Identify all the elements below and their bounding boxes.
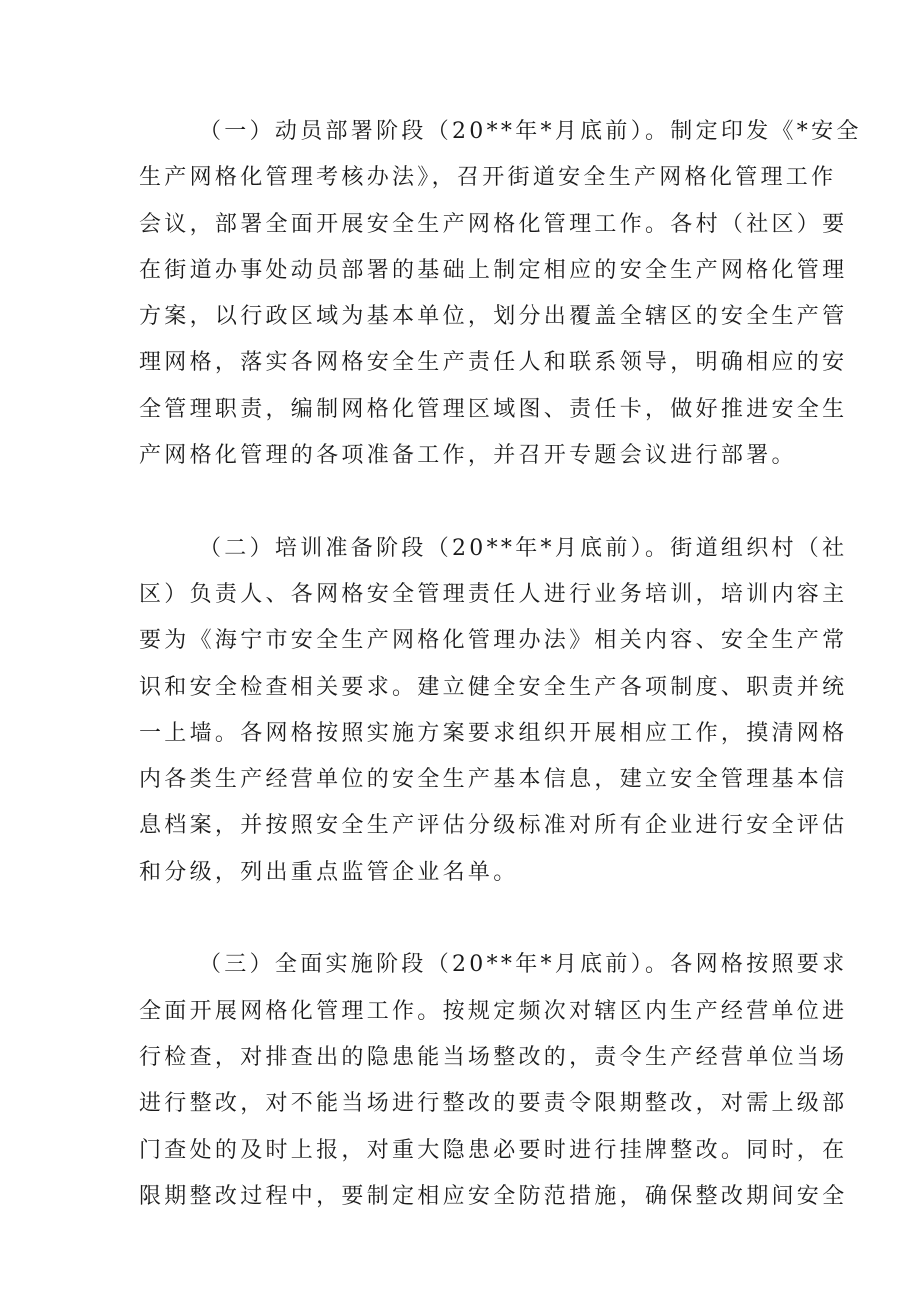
document-body — [139, 109, 862, 1220]
text-line: 息档案，并按照安全生产评估分级标准对所有企业进行安全评估 — [139, 813, 848, 839]
text-line: 产网格化管理的各项准备工作，并召开专题会议进行部署。 — [139, 443, 797, 469]
text-line: 方案，以行政区域为基本单位，划分出覆盖全辖区的安全生产管 — [139, 304, 848, 330]
text-line: 识和安全检查相关要求。建立健全安全生产各项制度、职责并统 — [139, 674, 848, 700]
paragraph-training-stage — [139, 526, 848, 896]
text-line: 内各类生产经营单位的安全生产基本信息，建立安全管理基本信 — [139, 767, 848, 793]
paragraph-implementation-stage — [139, 942, 848, 1220]
text-line: （一）动员部署阶段（20**年*月底前）。制定印发《*安全 — [199, 119, 862, 144]
text-line: （二）培训准备阶段（20**年*月底前）。街道组织村（社 — [199, 535, 848, 561]
text-line: 全面开展网格化管理工作。按规定频次对辖区内生产经营单位进 — [139, 998, 848, 1024]
text-line: 一上墙。各网格按照实施方案要求组织开展相应工作，摸清网格 — [139, 720, 848, 746]
text-line: 在街道办事处动员部署的基础上制定相应的安全生产网格化管理 — [139, 257, 848, 283]
text-line: 会议，部署全面开展安全生产网格化管理工作。各村（社区）要 — [139, 211, 848, 237]
text-line: 进行整改，对不能当场进行整改的要责令限期整改，对需上级部 — [139, 1091, 848, 1117]
text-line: 区）负责人、各网格安全管理责任人进行业务培训，培训内容主 — [139, 581, 848, 607]
text-line: 门查处的及时上报，对重大隐患必要时进行挂牌整改。同时，在 — [139, 1137, 848, 1163]
paragraph-mobilization-stage — [139, 109, 862, 479]
text-line: 限期整改过程中，要制定相应安全防范措施，确保整改期间安全 — [139, 1183, 848, 1209]
text-line: （三）全面实施阶段（20**年*月底前）。各网格按照要求 — [199, 952, 848, 978]
text-line: 和分级，列出重点监管企业名单。 — [139, 859, 519, 885]
text-line: 全管理职责，编制网格化管理区域图、责任卡，做好推进安全生 — [139, 396, 848, 422]
text-line: 行检查，对排查出的隐患能当场整改的，责令生产经营单位当场 — [139, 1044, 848, 1070]
text-line: 理网格，落实各网格安全生产责任人和联系领导，明确相应的安 — [139, 350, 848, 376]
text-line: 生产网格化管理考核办法》，召开街道安全生产网格化管理工作 — [139, 165, 837, 191]
text-line: 要为《海宁市安全生产网格化管理办法》相关内容、安全生产常 — [139, 628, 848, 654]
